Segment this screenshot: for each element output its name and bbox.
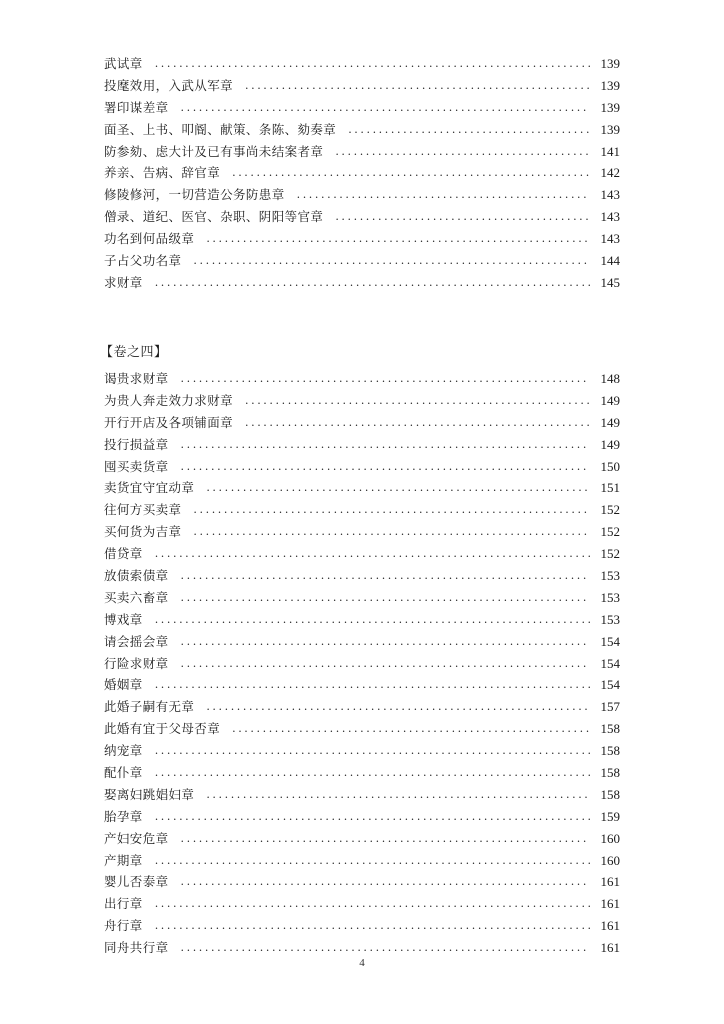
- toc-entry: [104, 434, 620, 456]
- dot-leader: [206, 696, 590, 718]
- toc-entry-page: 149: [600, 392, 620, 408]
- toc-entry-page: 161: [600, 874, 620, 890]
- dot-leader: [335, 206, 590, 228]
- dot-leader: [155, 740, 590, 762]
- toc-entry-title: 子占父功名章: [104, 253, 182, 269]
- toc-entry: [104, 740, 620, 762]
- page-number: 4: [359, 957, 365, 969]
- dot-leader: [206, 784, 590, 806]
- toc-entry: [104, 206, 620, 228]
- toc-entry-title: 出行章: [104, 896, 143, 912]
- toc-entry-page: 142: [600, 165, 620, 181]
- toc-entry: [104, 250, 620, 272]
- toc-entry-page: 161: [600, 918, 620, 934]
- dot-leader: [181, 871, 590, 893]
- toc-entry-title: 武试章: [104, 56, 143, 71]
- dot-leader: [181, 368, 590, 390]
- toc-entry-page: 143: [600, 187, 620, 203]
- toc-entry-page: 154: [600, 655, 620, 671]
- toc-entry: [104, 609, 620, 631]
- toc-entry: [104, 141, 620, 163]
- toc-entry-page: 152: [600, 546, 620, 562]
- dot-leader: [232, 162, 590, 184]
- dot-leader: [348, 119, 590, 141]
- toc-entry-title: 修陵修河，一切营造公务防患章: [104, 187, 285, 203]
- toc-entry: [104, 53, 620, 75]
- section-heading: 【卷之四】: [100, 345, 168, 360]
- dot-leader: [155, 915, 590, 937]
- toc-entry-title: 放债索债章: [104, 568, 169, 584]
- toc-entry-page: 158: [600, 786, 620, 802]
- dot-leader: [155, 893, 590, 915]
- toc-entry: [104, 653, 620, 675]
- dot-leader: [245, 412, 590, 434]
- toc-entry-page: 139: [600, 56, 620, 71]
- dot-leader: [155, 850, 590, 872]
- toc-entry-page: 151: [600, 480, 620, 496]
- toc-entry-title: 产妇安危章: [104, 830, 169, 846]
- toc-entry-title: 产期章: [104, 852, 143, 868]
- toc-entry-title: 养亲、告病、辞官章: [104, 165, 221, 181]
- toc-entry: [104, 477, 620, 499]
- dot-leader: [181, 828, 590, 850]
- toc-entry-page: 160: [600, 852, 620, 868]
- toc-entry-title: 功名到何品级章: [104, 231, 195, 247]
- toc-section-continued: [104, 53, 620, 294]
- toc-entry: [104, 390, 620, 412]
- dot-leader: [245, 390, 590, 412]
- toc-entry-title: 署印谋差章: [104, 99, 169, 115]
- dot-leader: [181, 587, 590, 609]
- toc-entry-title: 配仆章: [104, 765, 143, 781]
- toc-entry: [104, 119, 620, 141]
- dot-leader: [181, 456, 590, 478]
- toc-entry-title: 为贵人奔走效力求财章: [104, 392, 234, 408]
- toc-entry-title: 胎孕章: [104, 808, 143, 824]
- toc-entry-title: 此婚子嗣有无章: [104, 699, 195, 715]
- toc-entry: [104, 587, 620, 609]
- toc-entry-title: 求财章: [104, 274, 143, 290]
- toc-entry: [104, 674, 620, 696]
- toc-entry-page: 143: [600, 209, 620, 225]
- toc-entry-page: 160: [600, 830, 620, 846]
- toc-entry-page: 144: [600, 253, 620, 269]
- toc-entry-title: 纳宠章: [104, 743, 143, 759]
- dot-leader: [297, 184, 590, 206]
- dot-leader: [206, 477, 590, 499]
- toc-entry-page: 161: [600, 940, 620, 956]
- toc-entry-page: 139: [600, 99, 620, 115]
- dot-leader: [193, 521, 590, 543]
- toc-entry: [104, 806, 620, 828]
- dot-leader: [155, 53, 590, 75]
- toc-entry: [104, 521, 620, 543]
- toc-entry-page: 154: [600, 633, 620, 649]
- toc-entry: [104, 499, 620, 521]
- toc-entry: [104, 784, 620, 806]
- toc-entry: [104, 937, 620, 959]
- toc-entry-page: 152: [600, 502, 620, 518]
- toc-entry: [104, 871, 620, 893]
- dot-leader: [155, 543, 590, 565]
- toc-entry-page: 139: [600, 121, 620, 137]
- dot-leader: [181, 565, 590, 587]
- dot-leader: [181, 937, 590, 959]
- toc-entry: [104, 696, 620, 718]
- toc-entry-title: 婚姻章: [104, 677, 143, 693]
- toc-entry-page: 139: [600, 77, 620, 93]
- toc-entry-title: 囤买卖货章: [104, 458, 169, 474]
- toc-entry-page: 153: [600, 568, 620, 584]
- toc-entry-page: 158: [600, 765, 620, 781]
- toc-entry-page: 148: [600, 371, 620, 386]
- toc-entry-title: 卖货宜守宜动章: [104, 480, 195, 496]
- toc-entry-title: 往何方买卖章: [104, 502, 182, 518]
- toc-entry: [104, 762, 620, 784]
- toc-entry-page: 149: [600, 414, 620, 430]
- dot-leader: [206, 228, 590, 250]
- toc-entry-title: 同舟共行章: [104, 940, 169, 956]
- toc-entry: [104, 97, 620, 119]
- dot-leader: [181, 434, 590, 456]
- toc-entry: [104, 893, 620, 915]
- dot-leader: [193, 250, 590, 272]
- dot-leader: [245, 75, 590, 97]
- dot-leader: [181, 653, 590, 675]
- dot-leader: [155, 609, 590, 631]
- toc-entry-page: 152: [600, 524, 620, 540]
- toc-entry-title: 投行损益章: [104, 436, 169, 452]
- toc-section-volume-4: [104, 368, 620, 959]
- toc-entry: [104, 272, 620, 294]
- toc-entry-title: 婴儿否泰章: [104, 874, 169, 890]
- toc-entry: [104, 565, 620, 587]
- toc-entry-page: 149: [600, 436, 620, 452]
- toc-entry-page: 159: [600, 808, 620, 824]
- toc-entry-title: 行险求财章: [104, 655, 169, 671]
- toc-entry: [104, 850, 620, 872]
- dot-leader: [155, 272, 590, 294]
- toc-entry-title: 借贷章: [104, 546, 143, 562]
- toc-entry-title: 此婚有宜于父母否章: [104, 721, 221, 737]
- toc-entry: [104, 368, 620, 390]
- toc-entry: [104, 228, 620, 250]
- toc-entry-title: 请会摇会章: [104, 633, 169, 649]
- toc-entry: [104, 915, 620, 937]
- toc-entry-page: 141: [600, 143, 620, 159]
- toc-entry: [104, 162, 620, 184]
- toc-entry: [104, 184, 620, 206]
- dot-leader: [193, 499, 590, 521]
- toc-entry: [104, 543, 620, 565]
- toc-entry-title: 面圣、上书、叩阍、献策、条陈、劾奏章: [104, 121, 337, 137]
- toc-entry-page: 157: [600, 699, 620, 715]
- toc-entry-title: 博戏章: [104, 611, 143, 627]
- toc-entry-title: 买卖六畜章: [104, 589, 169, 605]
- toc-entry-title: 投麾效用，入武从军章: [104, 77, 234, 93]
- toc-entry-page: 161: [600, 896, 620, 912]
- toc-entry: [104, 412, 620, 434]
- toc-entry-page: 153: [600, 589, 620, 605]
- toc-entry-title: 僧录、道纪、医官、杂职、阴阳等官章: [104, 209, 324, 225]
- toc-entry-page: 154: [600, 677, 620, 693]
- toc-entry-title: 防参劾、虑大计及已有事尚未结案者章: [104, 143, 324, 159]
- toc-entry: [104, 631, 620, 653]
- toc-entry: [104, 828, 620, 850]
- dot-leader: [155, 762, 590, 784]
- toc-entry: [104, 75, 620, 97]
- toc-entry-page: 150: [600, 458, 620, 474]
- dot-leader: [181, 631, 590, 653]
- dot-leader: [181, 97, 590, 119]
- toc-entry: [104, 718, 620, 740]
- toc-entry-page: 153: [600, 611, 620, 627]
- toc-entry-page: 158: [600, 721, 620, 737]
- toc-entry-page: 145: [600, 274, 620, 290]
- toc-entry-title: 开行开店及各项铺面章: [104, 414, 234, 430]
- dot-leader: [155, 806, 590, 828]
- toc-entry-title: 娶离妇跳娼妇章: [104, 786, 195, 802]
- toc-entry-page: 158: [600, 743, 620, 759]
- toc-entry-page: 143: [600, 231, 620, 247]
- dot-leader: [155, 674, 590, 696]
- dot-leader: [232, 718, 590, 740]
- dot-leader: [335, 141, 590, 163]
- toc-entry: [104, 456, 620, 478]
- toc-entry-title: 买何货为吉章: [104, 524, 182, 540]
- toc-entry-title: 舟行章: [104, 918, 143, 934]
- toc-entry-title: 谒贵求财章: [104, 371, 169, 386]
